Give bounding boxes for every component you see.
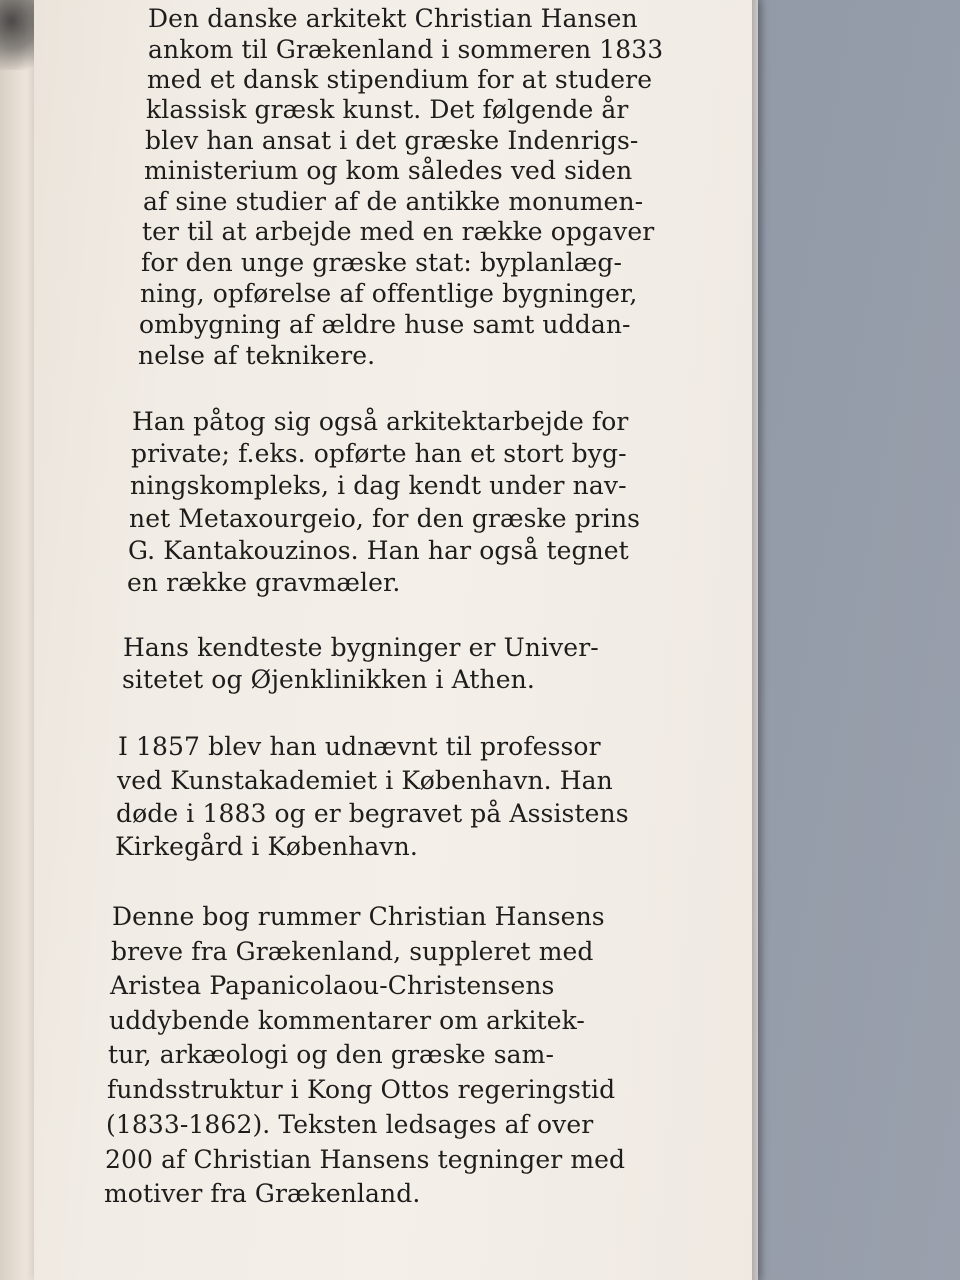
- text-line: ankom til Grækenland i sommeren 1833: [148, 35, 664, 64]
- text-line: (1833-1862). Teksten ledsages af over: [106, 1110, 594, 1139]
- text-line: en række gravmæler.: [127, 568, 401, 597]
- text-line: døde i 1883 og er begravet på Assistens: [116, 799, 629, 828]
- text-line: Hans kendteste bygninger er Univer-: [123, 633, 599, 662]
- text-line: Aristea Papanicolaou-Christensens: [110, 971, 555, 1000]
- text-line: G. Kantakouzinos. Han har også tegnet: [128, 536, 629, 565]
- text-line: ministerium og kom således ved siden: [144, 156, 633, 185]
- text-line: ombygning af ældre huse samt uddan-: [139, 310, 631, 339]
- text-line: ter til at arbejde med en række opgaver: [142, 217, 655, 246]
- page-edge-shadow: [752, 0, 766, 1280]
- text-line: klassisk græsk kunst. Det følgende år: [146, 95, 629, 124]
- text-line: tur, arkæologi og den græske sam-: [108, 1040, 554, 1069]
- text-line: uddybende kommentarer om arkitek-: [109, 1006, 585, 1035]
- text-line: Den danske arkitekt Christian Hansen: [148, 4, 638, 33]
- text-line: motiver fra Grækenland.: [104, 1179, 421, 1208]
- text-line: nelse af teknikere.: [138, 341, 376, 370]
- text-line: ved Kunstakademiet i København. Han: [117, 766, 613, 795]
- text-line: I 1857 blev han udnævnt til professor: [118, 732, 601, 761]
- text-line: 200 af Christian Hansens tegninger med: [105, 1145, 626, 1174]
- text-line: blev han ansat i det græske Indenrigs-: [145, 126, 639, 155]
- text-line: af sine studier af de antikke monumen-: [143, 187, 644, 216]
- text-line: for den unge græske stat: byplanlæg-: [141, 248, 623, 277]
- text-line: fundsstruktur i Kong Ottos regeringstid: [107, 1075, 616, 1104]
- text-line: breve fra Grækenland, suppleret med: [111, 937, 594, 966]
- text-line: private; f.eks. opførte han et stort byg-: [131, 439, 627, 468]
- text-line: med et dansk stipendium for at studere: [147, 65, 653, 94]
- text-line: sitetet og Øjenklinikken i Athen.: [122, 665, 535, 694]
- text-line: net Metaxourgeio, for den græske prins: [129, 504, 641, 533]
- text-line: ningskompleks, i dag kendt under nav-: [130, 471, 627, 500]
- text-line: ning, opførelse af offentlige bygninger,: [140, 279, 638, 308]
- text-line: Denne bog rummer Christian Hansens: [112, 902, 605, 931]
- text-line: Han påtog sig også arkitektarbejde for: [132, 407, 629, 436]
- book-back-cover-page: [34, 0, 758, 1280]
- text-line: Kirkegård i København.: [115, 832, 418, 861]
